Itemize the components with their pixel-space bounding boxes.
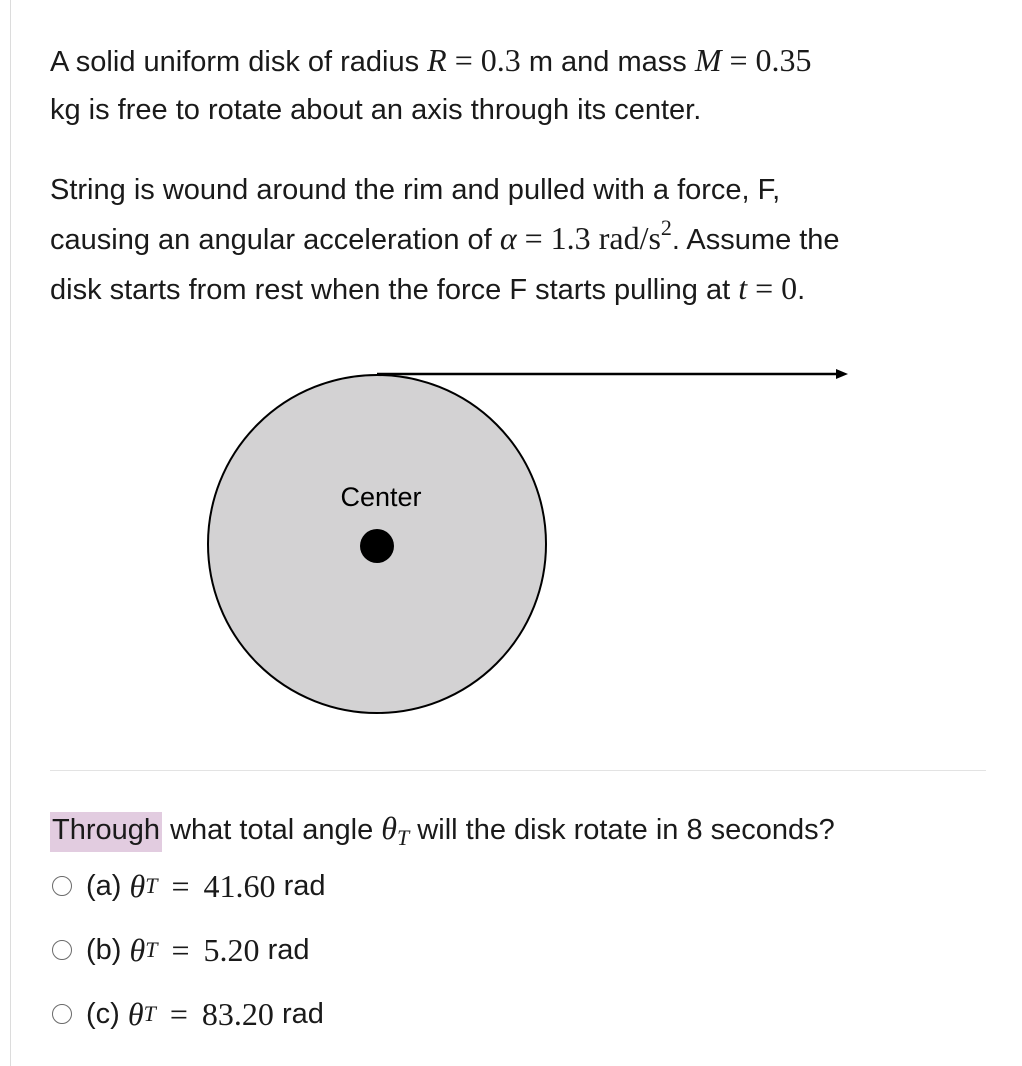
section-divider	[50, 770, 986, 771]
radio-c[interactable]	[52, 1004, 72, 1024]
radio-b[interactable]	[52, 940, 72, 960]
mass-value: 0.35	[755, 42, 812, 78]
option-b-value: 5.20	[203, 931, 260, 968]
alpha-unit: rad/s	[598, 220, 661, 256]
alpha-exponent: 2	[660, 215, 672, 240]
time-value: 0	[781, 270, 798, 306]
option-c-value: 83.20	[201, 995, 274, 1032]
option-b[interactable]: (b) θ T = 5.20 rad	[50, 924, 326, 976]
paragraph-1: A solid uniform disk of radius R = 0.3 m and mass M = 0.35 kg is free to rotate about an axis through its center.	[50, 42, 812, 126]
paragraph-2: String is wound around the rim and pulled with a force, F, causing an angular acceleration of α = 1.3 rad/$s^2$. Assume the disk starts from rest when the force F starts pulling at t = 0.	[50, 174, 840, 306]
option-a[interactable]: (a) θ T = 41.60 rad	[50, 860, 326, 912]
option-c[interactable]: (c) θ T = 83.20 rad	[50, 988, 326, 1040]
highlighted-word[interactable]: Through	[50, 812, 162, 852]
center-dot	[360, 529, 394, 563]
option-a-value: 41.60	[203, 867, 276, 904]
mass-symbol: M	[694, 42, 722, 78]
time-symbol: t	[738, 270, 748, 306]
alpha-symbol: α	[499, 220, 517, 256]
radius-symbol: R	[427, 42, 447, 78]
answer-options	[50, 860, 326, 1052]
question-text: Through what total angle $\theta_T$ will the disk rotate in 8 seconds?	[52, 810, 835, 850]
radius-value: 0.3	[480, 42, 521, 78]
center-label: Center	[340, 482, 422, 512]
disk-figure	[0, 350, 900, 730]
problem-statement	[50, 36, 990, 314]
alpha-value: 1.3	[550, 220, 591, 256]
force-arrowhead-icon	[836, 369, 848, 379]
radio-a[interactable]	[52, 876, 72, 896]
